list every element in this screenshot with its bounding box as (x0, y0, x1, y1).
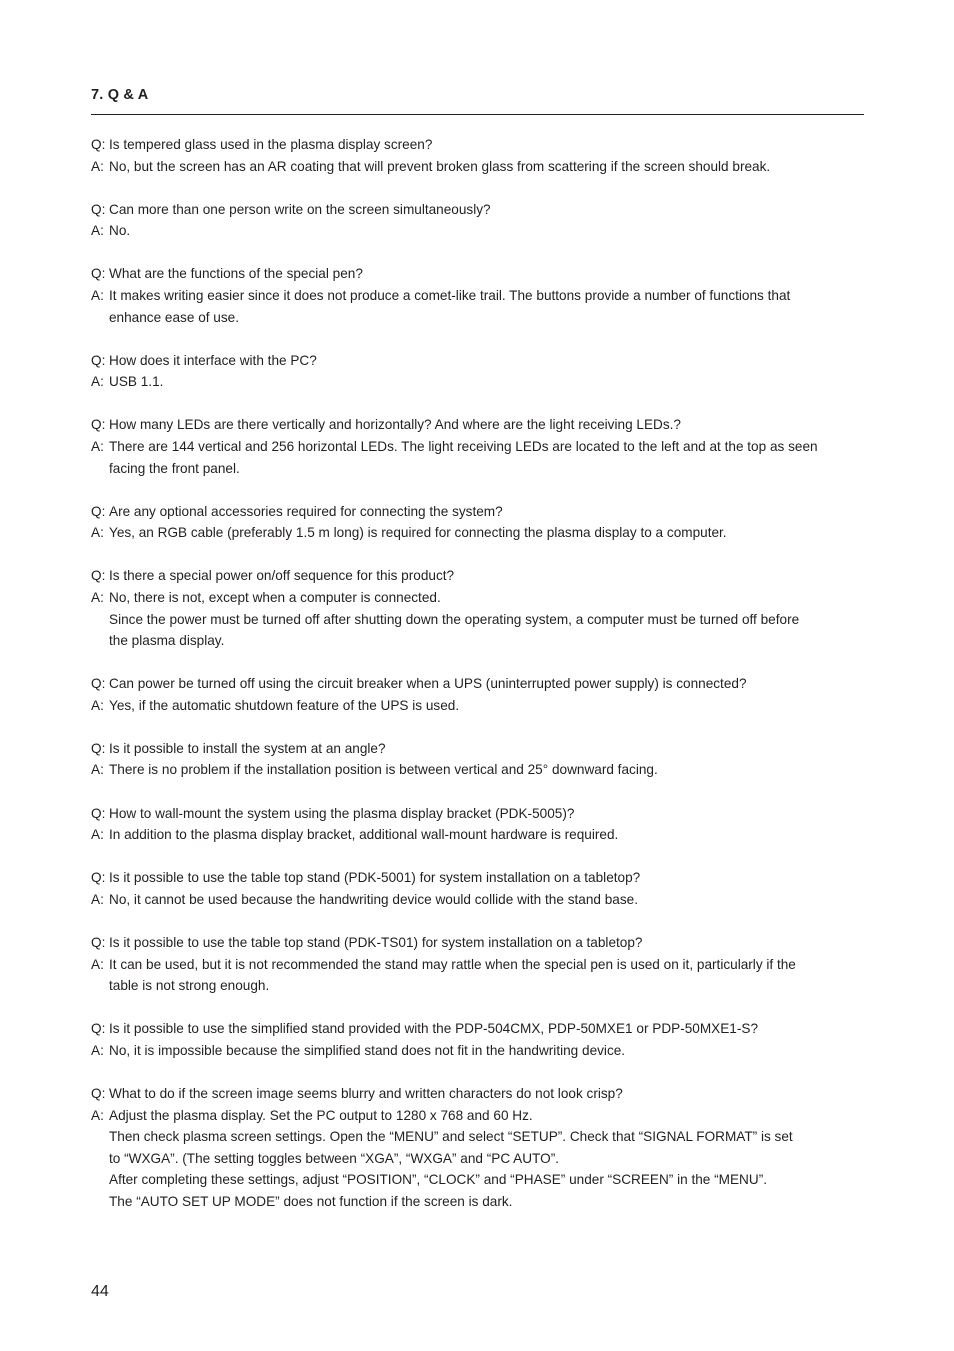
answer-continuation (91, 609, 864, 631)
answer-line: It makes writing easier since it does not produce a comet-like trail. The buttons provide a number of functions that (109, 287, 791, 303)
question-text (91, 932, 864, 954)
question-prefix: Q: (91, 266, 106, 282)
question-text (91, 867, 864, 889)
question-text (91, 263, 864, 285)
question-line: Is it possible to use the simplified stand provided with the PDP-504CMX, PDP-50MXE1 or PDP-50MXE1-S? (109, 1021, 759, 1037)
question-prefix: Q: (91, 805, 106, 821)
answer-line: Adjust the plasma display. Set the PC output to 1280 x 768 and 60 Hz. (109, 1107, 533, 1123)
answer-text (91, 522, 864, 544)
question-line: Is there a special power on/off sequence for this product? (109, 568, 455, 584)
answer-line: facing the front panel. (109, 460, 240, 476)
answer-line: No, there is not, except when a computer is connected. (109, 589, 441, 605)
answer-line: After completing these settings, adjust “POSITION”, “CLOCK” and “PHASE” under “SCREEN” in the “MENU”. (109, 1172, 767, 1188)
answer-line: Yes, if the automatic shutdown feature of the UPS is used. (109, 697, 460, 713)
answer-prefix: A: (91, 891, 104, 907)
answer-prefix: A: (91, 956, 104, 972)
answer-text (91, 1105, 864, 1127)
question-prefix: Q: (91, 934, 106, 950)
question-prefix: Q: (91, 201, 106, 217)
answer-prefix: A: (91, 525, 104, 541)
answer-text (91, 824, 864, 846)
answer-text (91, 371, 864, 393)
answer-text (91, 156, 864, 178)
answer-prefix: A: (91, 589, 104, 605)
answer-prefix: A: (91, 438, 104, 454)
qa-item (91, 673, 864, 716)
answer-line: No, it is impossible because the simplified stand does not fit in the handwriting device. (109, 1042, 626, 1058)
qa-item (91, 263, 864, 328)
question-prefix: Q: (91, 870, 106, 886)
answer-line: There is no problem if the installation position is between vertical and 25° downward facing. (109, 762, 658, 778)
question-text (91, 738, 864, 760)
qa-item (91, 414, 864, 479)
answer-line: No, but the screen has an AR coating that will prevent broken glass from scattering if the screen should break. (109, 158, 771, 174)
question-text (91, 1018, 864, 1040)
question-line: Is it possible to install the system at an angle? (109, 740, 386, 756)
question-prefix: Q: (91, 352, 106, 368)
answer-line: No, it cannot be used because the handwriting device would collide with the stand base. (109, 891, 638, 907)
question-text (91, 414, 864, 436)
answer-text (91, 954, 864, 976)
qa-item (91, 199, 864, 242)
answer-prefix: A: (91, 827, 104, 843)
question-line: How to wall-mount the system using the plasma display bracket (PDK-5005)? (109, 805, 575, 821)
answer-text (91, 889, 864, 911)
answer-continuation (91, 1169, 864, 1191)
answer-continuation (91, 1191, 864, 1213)
answer-line: table is not strong enough. (109, 978, 270, 994)
question-line: Can power be turned off using the circuit breaker when a UPS (uninterrupted power supply) is connected? (109, 676, 747, 692)
question-prefix: Q: (91, 1085, 106, 1101)
answer-continuation (91, 307, 864, 329)
question-text (91, 350, 864, 372)
answer-line: Yes, an RGB cable (preferably 1.5 m long) is required for connecting the plasma display to a computer. (109, 525, 727, 541)
question-line: Is it possible to use the table top stand (PDK-5001) for system installation on a tabletop? (109, 870, 641, 886)
answer-prefix: A: (91, 158, 104, 174)
answer-line: USB 1.1. (109, 374, 164, 390)
question-prefix: Q: (91, 503, 106, 519)
answer-line: enhance ease of use. (109, 309, 239, 325)
question-line: Is it possible to use the table top stand (PDK-TS01) for system installation on a tabletop? (109, 934, 643, 950)
question-text (91, 803, 864, 825)
question-line: Are any optional accessories required for connecting the system? (109, 503, 503, 519)
answer-continuation (91, 1126, 864, 1148)
answer-prefix: A: (91, 1107, 104, 1123)
qa-item (91, 501, 864, 544)
question-line: What to do if the screen image seems blurry and written characters do not look crisp? (109, 1085, 623, 1101)
answer-line: No. (109, 223, 131, 239)
answer-continuation (91, 975, 864, 997)
question-prefix: Q: (91, 1021, 106, 1037)
answer-line: The “AUTO SET UP MODE” does not function if the screen is dark. (109, 1193, 513, 1209)
answer-line: Then check plasma screen settings. Open the “MENU” and select “SETUP”. Check that “SIGNAL FORMAT” is set (109, 1129, 793, 1145)
qa-list (91, 134, 864, 1234)
section-divider (91, 114, 864, 115)
question-line: What are the functions of the special pen? (109, 266, 363, 282)
qa-item (91, 565, 864, 651)
answer-line: In addition to the plasma display bracket, additional wall-mount hardware is required. (109, 827, 619, 843)
question-text (91, 1083, 864, 1105)
answer-line: Since the power must be turned off after shutting down the operating system, a computer must be turned off before (109, 611, 800, 627)
answer-line: to “WXGA”. (The setting toggles between “XGA”, “WXGA” and “PC AUTO”. (109, 1150, 559, 1166)
question-line: Is tempered glass used in the plasma display screen? (109, 137, 433, 152)
qa-item (91, 867, 864, 910)
question-prefix: Q: (91, 137, 106, 152)
answer-line: It can be used, but it is not recommended the stand may rattle when the special pen is used on it, particularly if the (109, 956, 796, 972)
answer-text (91, 436, 864, 458)
section-title: 7. Q & A (91, 87, 149, 103)
answer-continuation (91, 458, 864, 480)
answer-prefix: A: (91, 1042, 104, 1058)
qa-item (91, 134, 864, 177)
question-line: How many LEDs are there vertically and horizontally? And where are the light receiving LEDs.? (109, 417, 681, 433)
qa-item (91, 1018, 864, 1061)
answer-text (91, 587, 864, 609)
answer-line: There are 144 vertical and 256 horizontal LEDs. The light receiving LEDs are located to the left and at the top as seen (109, 438, 818, 454)
question-text (91, 199, 864, 221)
answer-continuation (91, 1148, 864, 1170)
question-prefix: Q: (91, 417, 106, 433)
question-line: Can more than one person write on the screen simultaneously? (109, 201, 491, 217)
answer-text (91, 759, 864, 781)
answer-text (91, 695, 864, 717)
question-line: How does it interface with the PC? (109, 352, 317, 368)
answer-prefix: A: (91, 223, 104, 239)
question-text (91, 134, 864, 156)
answer-line: the plasma display. (109, 633, 225, 649)
answer-prefix: A: (91, 762, 104, 778)
question-text (91, 673, 864, 695)
answer-text (91, 1040, 864, 1062)
question-text (91, 565, 864, 587)
question-prefix: Q: (91, 740, 106, 756)
answer-text (91, 220, 864, 242)
qa-item (91, 932, 864, 997)
qa-item (91, 803, 864, 846)
qa-item (91, 1083, 864, 1213)
question-prefix: Q: (91, 676, 106, 692)
answer-prefix: A: (91, 287, 104, 303)
answer-prefix: A: (91, 697, 104, 713)
answer-continuation (91, 630, 864, 652)
page-number: 44 (91, 1283, 109, 1300)
qa-item (91, 350, 864, 393)
question-prefix: Q: (91, 568, 106, 584)
answer-text (91, 285, 864, 307)
qa-item (91, 738, 864, 781)
answer-prefix: A: (91, 374, 104, 390)
question-text (91, 501, 864, 523)
